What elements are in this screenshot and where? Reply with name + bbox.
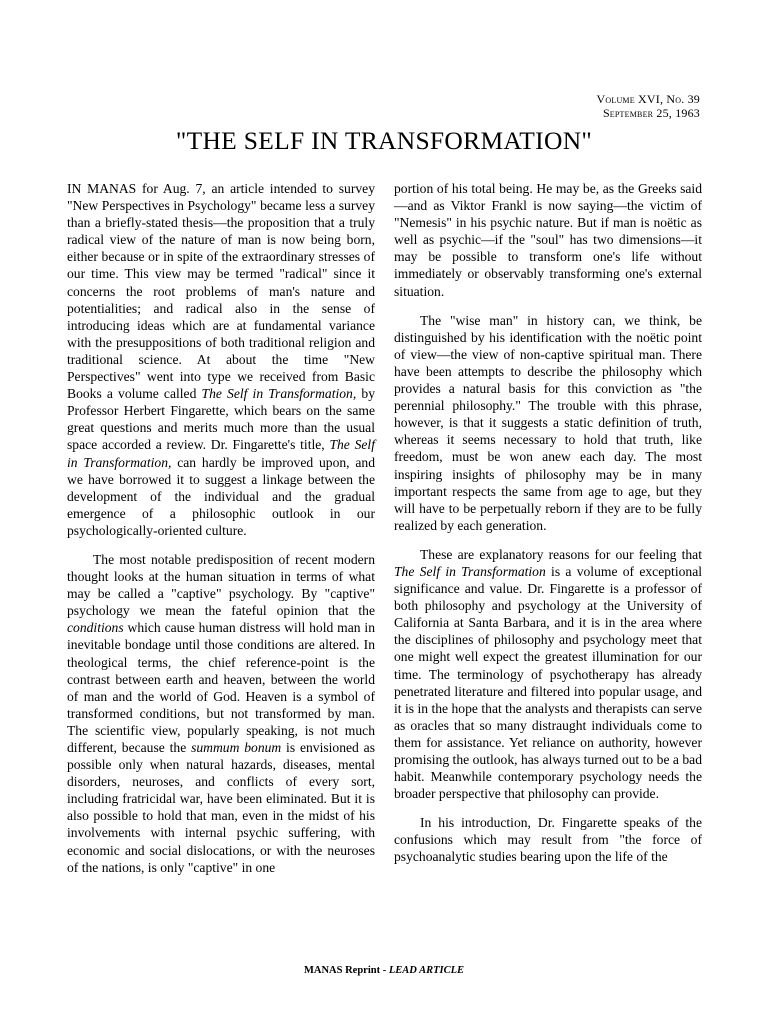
- paragraph: These are explanatory reasons for our feeling that The Self in Transformation is a volume of exceptional significance and value. Dr. Fingarette is a professor of both philosophy and psychology at the University of California at Santa Barbara, and it is in the area where the disciplines of philosophy and psychology meet that one might well expect the greatest illumination for our time. The terminology of psychotherapy has already penetrated literature and filtered into popular usage, and it is in the hope that the analysts and therapists can serve as oracles that so many distraught individuals come to them for assistance. Yet reliance on authority, however promising the outlook, has always turned out to be a bad habit. Meanwhile contemporary psychology needs the broader perspective that philosophy can provide.: [394, 546, 702, 802]
- issue-date: September 25, 1963: [602, 106, 700, 120]
- issue-masthead: [597, 92, 700, 120]
- footer-reprint-label: MANAS Reprint -: [303, 965, 389, 976]
- paragraph: portion of his total being. He may be, as the Greeks said—and as Viktor Frankl is now saying—the victim of "Nemesis" in his psychic nature. But if man is noëtic as well as psychic—if the "soul" has two dimensions—it may be possible to transform one's life without immediately or observably transforming one's external situation.: [394, 181, 702, 299]
- article-title: "THE SELF IN TRANSFORMATION": [175, 126, 593, 155]
- page-footer: [0, 965, 768, 976]
- volume-number: Volume XVI, No. 39: [596, 92, 700, 106]
- footer-section-label: LEAD ARTICLE: [388, 965, 465, 976]
- paragraph: The "wise man" in history can, we think, be distinguished by his identification with the noëtic point of view—the view of non-captive spiritual man. There have been attempts to describe the philosophy which provides a natural basis for this conviction as "the perennial philosophy." The trouble with this phrase, however, is that it suggests a static definition of truth, whereas it seems necessary to hold that truth, like freedom, must be won anew each day. The most inspiring insights of philosophy may be in many important respects the same from age to age, but they will have to be perpetually reborn if they are to be fully realized by each generation.: [394, 312, 702, 533]
- left-column: [67, 180, 375, 888]
- paragraph: The most notable predisposition of recent modern thought looks at the human situation in terms of what may be called a "captive" psychology. By "captive" psychology we mean the fateful opinion that the conditions which cause human distress will hold man in inevitable bondage until those conditions are altered. In theological terms, the chief reference-point is the contrast between earth and heaven, between the world of man and the world of God. Heaven is a symbol of transformed conditions, but not transformed by man. The scientific view, popularly speaking, is not much different, because the summum bonum is envisioned as possible only when natural hazards, diseases, mental disorders, neuroses, and conflicts of every sort, including fratricidal war, have been eliminated. But it is also possible to hold that man, even in the midst of his involvements with internal psychic suffering, with economic and social dislocations, or with the neuroses of the nations, is only "captive" in one: [67, 551, 375, 875]
- paragraph: IN MANAS for Aug. 7, an article intended to survey "New Perspectives in Psychology" became less a survey than a briefly-stated thesis—the proposition that a truly radical view of the nature of man is now being born, either because or in spite of the extraordinary stresses of our time. This view may be termed "radical" since it concerns the root problems of man's nature and potentialities; and radical also in the sense of introducing ideas which are at fundamental variance with the presuppositions of both traditional religion and traditional science. At about the time "New Perspectives" went into type we received from Basic Books a volume called The Self in Transformation, by Professor Herbert Fingarette, which bears on the same great questions and merits much more than the usual space accorded a review. Dr. Fingarette's title, The Self in Transformation, can hardly be improved upon, and we have borrowed it to suggest a linkage between the development of the individual and the gradual emergence of a philosophic outlook in our psychologically-oriented culture.: [67, 181, 376, 538]
- paragraph: In his introduction, Dr. Fingarette speaks of the confusions which may result from "the force of psychoanalytic studies bearing upon the life of the: [394, 815, 702, 865]
- right-column: [394, 180, 702, 878]
